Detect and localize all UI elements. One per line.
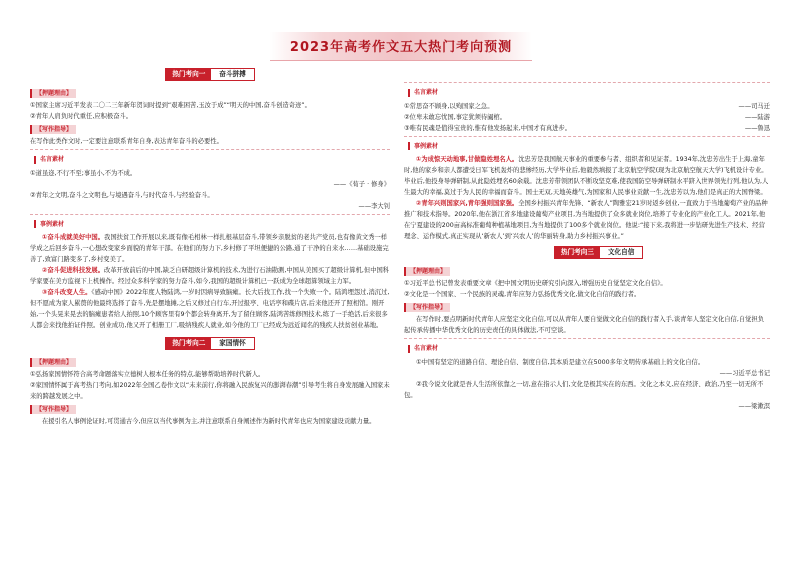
page-title: 2023年高考作文五大热门考向预测 bbox=[289, 40, 513, 55]
quote-label: 名言素材 bbox=[404, 88, 442, 97]
guide-label: 【写作指导】 bbox=[30, 405, 76, 414]
reason-label: 【押题理由】 bbox=[30, 358, 76, 367]
quote-source: ——李大钊 bbox=[358, 202, 390, 210]
paragraph: 在援引名人事例论证时,可贯通古今,但应以当代事例为主,并注意联系自身阐述作为新时代青年也应为国家建设贡献力量。 bbox=[42, 418, 376, 425]
label-bar-icon bbox=[34, 156, 36, 164]
direction-name: 文化自信 bbox=[607, 248, 635, 256]
direction-3-header bbox=[554, 246, 770, 259]
quote-line: ①道虽迩,不行不至;事虽小,不为不成。 bbox=[30, 169, 137, 177]
direction-tag: 热门考向一 bbox=[166, 69, 211, 80]
reason-label: 【押题理由】 bbox=[30, 89, 76, 98]
direction-tag: 热门考向二 bbox=[166, 338, 211, 349]
paragraph: ②奋斗促进科技发展。改革开放前后的中国,缺乏自研超级计算机的技术,为进行石油勘测,中国从美国买了超级计算机,但中国科学家要在美方监视下上机操作。经过众多科学家的努力奋斗,如今,我国的超级计算机已一跃成为全球超算领域主力军。 bbox=[30, 267, 390, 285]
paragraph: ②文化是一个国家、一个民族的灵魂,青年应努力弘扬优秀文化,做文化自信的践行者。 bbox=[404, 291, 641, 298]
paragraph: 在写作此类作文时,一定要注意联系青年自身,表达青年奋斗的必要性。 bbox=[30, 138, 223, 145]
paragraph: ①中国有坚定的道路自信、理论自信、制度自信,其本质是建立在5000多年文明传承基础上的文化自信。 bbox=[416, 358, 705, 366]
direction-1-header bbox=[30, 68, 390, 81]
quote-line: ②位卑未敢忘忧国,事定犹须待阖棺。 ——陆游 bbox=[404, 113, 770, 121]
paragraph: ②我今说文化就是吾人生活所依靠之一切,意在指示人们,文化是极其实在的东西。文化之本义,应在经济、政治,乃至一切无所不包。 bbox=[404, 380, 764, 399]
right-column bbox=[404, 80, 770, 412]
paragraph: ②青年人肩负时代重任,应积极奋斗。 bbox=[30, 113, 133, 120]
paragraph: ②家国情怀属于高考热门考向,如2022年全国乙卷作文以“未来前行,你将融入民族复兴的澎湃春潮”引导考生将自身发展融入国家未来的跨越发展之中。 bbox=[30, 382, 390, 400]
quote-source: ——梁漱溟 bbox=[738, 402, 770, 410]
quote-line: ③唯有民魂是值得宝贵的,惟有他发扬起来,中国才有真进步。 ——鲁迅 bbox=[404, 124, 770, 132]
direction-tag: 热门考向三 bbox=[555, 247, 600, 258]
direction-2-header bbox=[30, 337, 390, 350]
label-bar-icon bbox=[34, 220, 36, 228]
label-bar-icon bbox=[408, 345, 410, 353]
paragraph: ①国家主席习近平发表二〇二三年新年贺词时提到“艰难困苦,玉汝于成”“明天的中国,奋斗创造奇迹”。 bbox=[30, 102, 311, 109]
paragraph: ①奋斗成就美好中国。我国扶贫工作开展以来,既有像毛相林一样扎根基层奋斗,带领乡亲脱贫的老共产党员,也有像黄文秀一样学成之后回乡奋斗,一心想改变家乡面貌的青年干部。在他们的努力下,乡村修了平坦便捷的公路,通了干净的自来水……基础设施完善了,致富门路变多了,乡村变美了。 bbox=[30, 234, 389, 263]
paragraph: ①弘扬家国情怀符合高考命题落实立德树人根本任务的特点,能够帮助培养时代新人。 bbox=[30, 371, 265, 378]
label-bar-icon bbox=[408, 142, 410, 150]
paragraph: ①为成惊天动地事,甘做隐姓埋名人。沈忠芳是我国航天事业的重要参与者、组织者和见证者。1934年,沈忠芳出生于上海,童年时,他的家乡和亲人都遭受日军飞机轰炸的悲惨经历,大学毕业后,他毅然填报了北京航空学院(现为北京航空航天大学)飞机设计专业。毕业后,他投身导弹研制,从此隐姓埋名60余载。沈忠芳带领团队不断攻坚克难,使我国防空导弹研制水平跻入世界领先行列,他认为,人生最大的幸福,莫过于为人民的幸福而奋斗。国士无双,天地英雄气,为国家和人民事业贡献一生,沈忠芳以为,他们是真正的大国脊梁。 bbox=[404, 156, 769, 196]
case-label: 事例素材 bbox=[404, 142, 442, 151]
quote-label: 名言素材 bbox=[30, 155, 68, 164]
quote-line: ①常思奋不顾身,以殉国家之急。 ——司马迁 bbox=[404, 102, 770, 110]
paragraph: ②青年兴则国家兴,青年强则国家强。全国乡村振兴青年先锋、“新农人”陶雅宏21岁时返乡创业,一直致力于当地葡萄产业的品种推广和技术指导。2020年,他在浙江省多地建设葡萄产业项目,为当地提供了众多就业岗位,培养了专业化的产业化工人。2021年,他在宁夏建设的200亩高标准葡萄种植基地项目,为当地提供了100多个就业岗位。他说:“接下来,我将进一步钻研先进生产技术、经营理念、运作模式,真正实现从‘新农人’到‘兴农人’的华丽转身,助力乡村振兴事业。” bbox=[404, 200, 768, 240]
paragraph: ①习近平总书记曾发表重要文章《把中国文明历史研究引向深入,增强历史自觉坚定文化自信》。 bbox=[404, 280, 667, 287]
quote-label: 名言素材 bbox=[404, 344, 442, 353]
quote-source: ——习近平总书记 bbox=[719, 369, 770, 377]
quote-line: ②青年之文明,奋斗之文明也,与境遇奋斗,与时代奋斗,与经验奋斗。 bbox=[30, 191, 214, 199]
paragraph: ③奋斗改变人生。《感动中国》2022年度人物陆鸿,一岁时因病导致脑瘫。长大后找工作,找一个失败一个。陆鸿埋怨过,消沉过,但不愿成为家人累赘的他最终选择了奋斗,先是摆地摊,之后又修过自行车,开过报亭、电话亭和碟片店,后来他还开了照相馆。刚开始,一个头晃来晃去的脑瘫患者给人拍照,10个顾客里有9个都会转身离开,为了留住顾客,陆鸿苦练修图技术,练了一手绝活,后来很多人都会来找他拍证件照。创业成功,他又开了相册工厂,吸纳残疾人就业,如今他的工厂已经成为远近闻名的残疾人扶贫创业基地。 bbox=[30, 289, 390, 329]
label-bar-icon bbox=[408, 89, 410, 97]
guide-label: 【写作指导】 bbox=[404, 303, 450, 312]
left-column bbox=[30, 66, 390, 427]
guide-label: 【写作指导】 bbox=[30, 125, 76, 134]
paragraph: 在写作时,要点明新时代青年人应坚定文化自信,可以从青年人要自觉做文化自信的践行者入手,谈青年人坚定文化自信,自觉担负起传承传播中华优秀文化的历史责任的具体做法,不可空谈。 bbox=[404, 316, 765, 334]
reason-label: 【押题理由】 bbox=[404, 267, 450, 276]
case-label: 事例素材 bbox=[30, 220, 68, 229]
quote-source: ——《荀子 · 修身》 bbox=[333, 180, 390, 188]
direction-name: 奋斗拼搏 bbox=[219, 70, 246, 78]
direction-name: 家国情怀 bbox=[219, 339, 246, 347]
